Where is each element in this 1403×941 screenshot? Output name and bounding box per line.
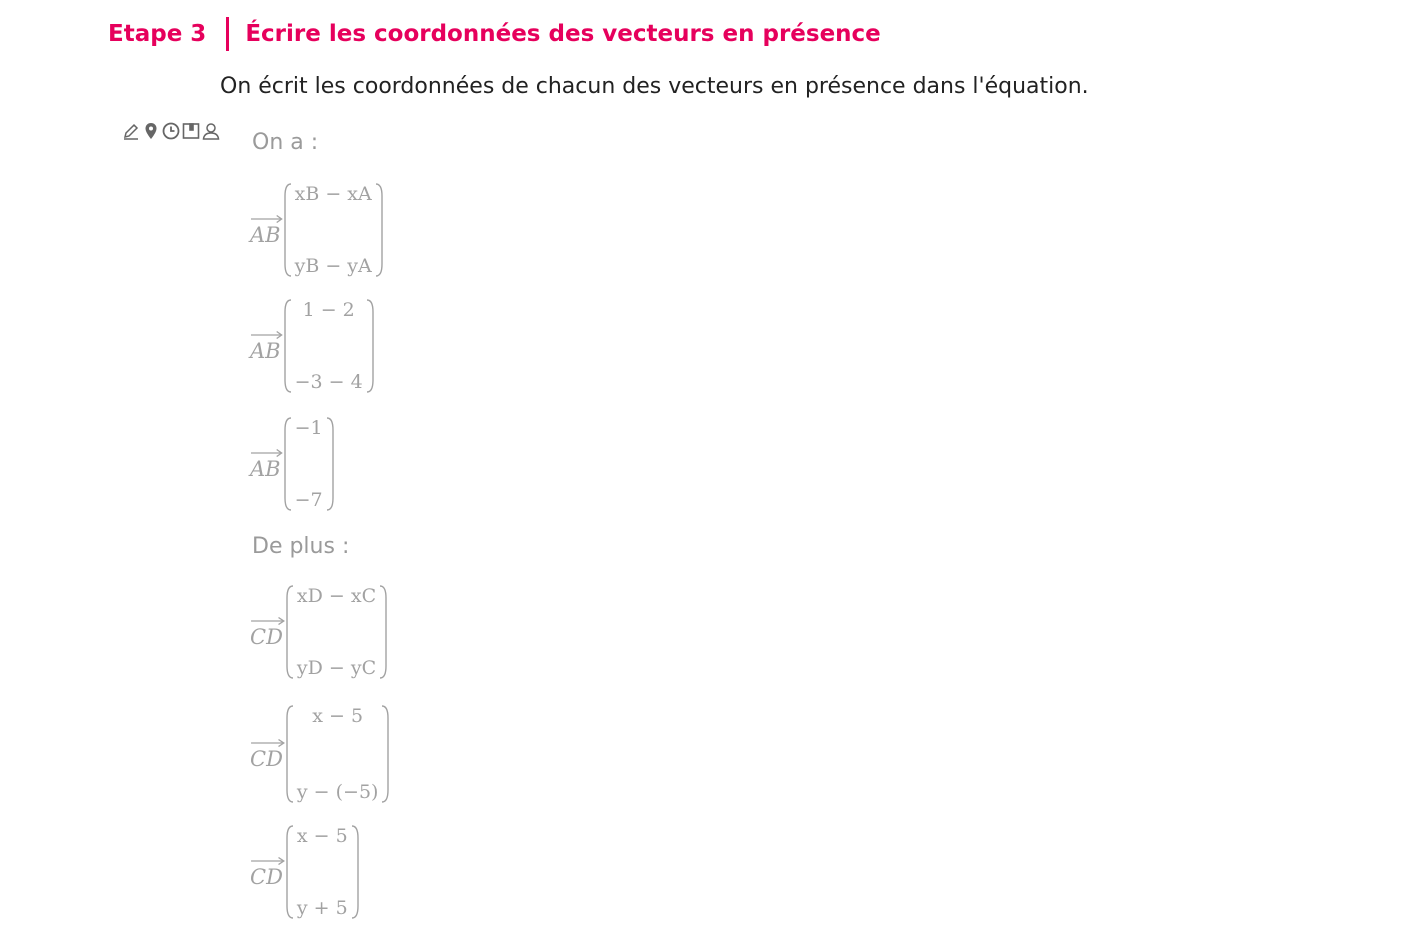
right-paren [380,704,390,804]
left-paren [285,824,295,920]
vector-name: CD [250,615,283,649]
vector-ab-formula [250,182,384,278]
book-icon[interactable] [182,121,200,141]
vector-coordinates [293,416,325,512]
coordinate-x: x − 5 [312,705,364,727]
vector-ab-result [250,416,335,512]
right-paren [350,824,360,920]
vector-arrow [250,447,284,457]
coordinate-x: −1 [294,417,323,439]
vector-cd-result [250,824,360,920]
clock-icon[interactable] [162,121,180,141]
left-paren [285,584,295,680]
vector-cd-substituted [250,704,390,804]
label-de-plus: De plus : [252,534,350,559]
step-title: Écrire les coordonnées des vecteurs en présence [245,21,881,47]
vector-coordinates [293,298,365,394]
label-on-a: On a : [252,130,319,155]
step-label: Etape 3 [108,21,207,47]
right-paren [325,416,335,512]
vector-arrow [250,615,286,625]
coordinate-x: x − 5 [296,825,348,847]
vector-arrow [250,855,286,865]
vector-coordinates [295,584,378,680]
coordinate-y: yD − yC [296,657,377,679]
coordinate-x: 1 − 2 [302,299,355,321]
step-separator [226,17,229,51]
coordinate-y: −3 − 4 [294,371,363,393]
vector-name: AB [250,329,281,363]
vector-name: CD [250,855,283,889]
user-icon[interactable] [202,121,220,141]
pencil-icon[interactable] [122,121,140,141]
toolbar [122,121,220,141]
vector-name: CD [250,737,283,771]
vector-coordinates [295,824,350,920]
vector-arrow [250,213,284,223]
left-paren [283,416,293,512]
location-pin-icon[interactable] [142,121,160,141]
vector-name: AB [250,447,281,481]
right-paren [365,298,375,394]
coordinate-y: y + 5 [296,897,348,919]
vector-arrow [250,329,284,339]
vector-cd-formula [250,584,388,680]
right-paren [374,182,384,278]
coordinate-y: −7 [294,489,323,511]
left-paren [283,298,293,394]
right-paren [378,584,388,680]
left-paren [283,182,293,278]
coordinate-y: yB − yA [294,255,372,277]
coordinate-x: xB − xA [294,183,372,205]
vector-coordinates [293,182,374,278]
coordinate-x: xD − xC [296,585,377,607]
vector-name: AB [250,213,281,247]
intro-text: On écrit les coordonnées de chacun des vecteurs en présence dans l'équation. [220,74,1089,99]
vector-coordinates [295,704,381,804]
vector-ab-substituted [250,298,375,394]
coordinate-y: y − (−5) [296,781,379,803]
vector-arrow [250,737,286,747]
step-header [108,14,881,54]
left-paren [285,704,295,804]
